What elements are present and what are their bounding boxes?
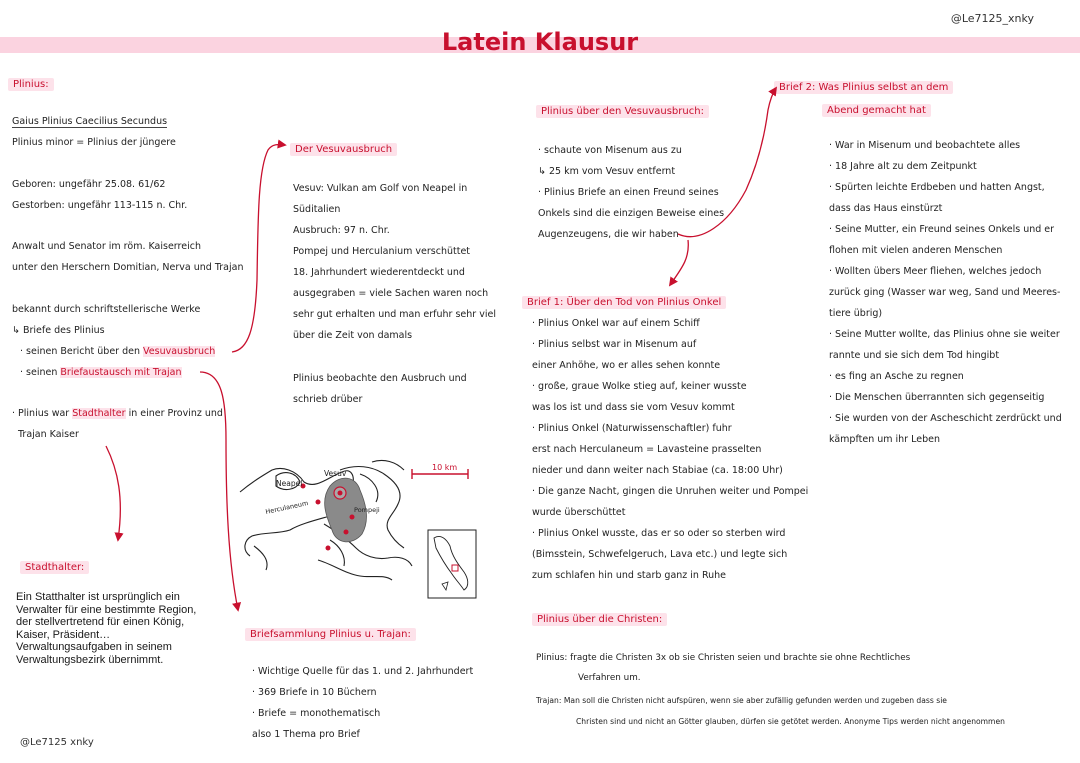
- gov-prefix: · Plinius war: [12, 408, 70, 419]
- ueber-vesuv-line: ↳ 25 km vom Vesuv entfernt: [538, 166, 676, 177]
- vesuv-line: sehr gut erhalten und man erfuhr sehr viel: [293, 309, 496, 320]
- brief2-line: · Wollten übers Meer fliehen, welches jedoch: [829, 266, 1042, 277]
- arrow-to-brief2: [678, 88, 776, 237]
- vesuv-line: 18. Jahrhundert wiederentdeckt und: [293, 267, 465, 278]
- ueber-vesuv-line: Onkels sind die einzigen Beweise eines: [538, 208, 725, 219]
- brief2-heading-2: Abend gemacht hat: [822, 104, 931, 117]
- report-prefix: · seinen Bericht über den: [20, 346, 140, 357]
- watermark-top: @Le7125_xnky: [950, 12, 1034, 25]
- ueber-vesuv-line: Augenzeugens, die wir haben: [538, 229, 679, 240]
- brief1-heading: Brief 1: Über den Tod von Plinius Onkel: [522, 296, 726, 309]
- brief1-line: · Plinius Onkel wusste, das er so oder so sterben wird: [532, 528, 786, 539]
- plinius-job-2: unter den Herschern Domitian, Nerva und Trajan: [12, 262, 244, 273]
- christen-plinius-text: fragte die Christen 3x ob sie Christen seien und brachte sie ohne Rechtliches: [570, 653, 911, 663]
- brief2-line: · Spürten leichte Erdbeben und hatten Angst,: [829, 182, 1045, 193]
- briefsammlung-line: also 1 Thema pro Brief: [252, 729, 360, 740]
- brief1-line: was los ist und dass sie vom Vesuv kommt: [532, 402, 735, 413]
- exchange-prefix: · seinen: [20, 367, 58, 378]
- gov-suffix: in einer Provinz und: [128, 408, 223, 419]
- plinius-job-1: Anwalt und Senator im röm. Kaiserreich: [12, 241, 201, 252]
- brief1-line: (Bimsstein, Schwefelgeruch, Lava etc.) und legte sich: [532, 549, 788, 560]
- brief1-line: · Plinius Onkel war auf einem Schiff: [532, 318, 700, 329]
- vesuv-line: Ausbruch: 97 n. Chr.: [293, 225, 390, 236]
- brief2-line: flohen mit vielen anderen Menschen: [829, 245, 1003, 256]
- brief2-line: · 18 Jahre alt zu dem Zeitpunkt: [829, 161, 977, 172]
- christen-trajan-text-2: Christen sind und nicht an Götter glauben, dürfen sie getötet werden. Anonyme Tips werden nicht angenommen: [576, 717, 1005, 726]
- watermark-bottom: @Le7125 xnky: [20, 737, 94, 748]
- christen-heading: Plinius über die Christen:: [532, 613, 667, 626]
- ueber-vesuv-line: · schaute von Misenum aus zu: [538, 145, 682, 156]
- plinius-died: Gestorben: ungefähr 113-115 n. Chr.: [12, 200, 188, 211]
- ueber-vesuv-line: · Plinius Briefe an einen Freund seines: [538, 187, 719, 198]
- plinius-known-1: bekannt durch schriftstellerische Werke: [12, 304, 201, 315]
- brief2-line: · Sie wurden von der Ascheschicht zerdrückt und: [829, 413, 1062, 424]
- vesuv-line: Plinius beobachte den Ausbruch und: [293, 373, 467, 384]
- christen-trajan-label: Trajan:: [536, 696, 562, 705]
- brief1-line: · Plinius Onkel (Naturwissenschaftler) fuhr: [532, 423, 732, 434]
- page-title: Latein Klausur: [441, 28, 639, 56]
- report-highlight: Vesuvausbruch: [143, 346, 216, 357]
- brief2-line: · Seine Mutter wollte, das Plinius ohne sie weiter: [829, 329, 1060, 340]
- brief1-line: · Die ganze Nacht, gingen die Unruhen weiter und Pompei: [532, 486, 809, 497]
- vesuv-line: Vesuv: Vulkan am Golf von Neapel in: [293, 183, 468, 194]
- scale-label: 10 km: [432, 463, 458, 472]
- vesuv-line: über die Zeit von damals: [293, 330, 413, 341]
- arrow-to-statthalter: [106, 446, 120, 540]
- brief1-line: wurde überschüttet: [532, 507, 626, 518]
- brief2-line: · Seine Mutter, ein Freund seines Onkels und er: [829, 224, 1055, 235]
- map-label-neapel: Neapel: [276, 479, 303, 488]
- arrow-to-vesuv: [232, 145, 285, 352]
- plinius-minor: Plinius minor = Plinius der jüngere: [12, 137, 176, 148]
- vesuv-line: Süditalien: [293, 204, 341, 215]
- brief2-line: zurück ging (Wasser war weg, Sand und Meeres-: [829, 287, 1061, 298]
- brief2-line: · es fing an Asche zu regnen: [829, 371, 964, 382]
- map-label-vesuv: Vesuv: [324, 469, 347, 478]
- brief1-line: nieder und dann weiter nach Stabiae (ca. 18:00 Uhr): [532, 465, 783, 476]
- vesuv-line: schrieb drüber: [293, 394, 363, 405]
- briefsammlung-line: · Briefe = monothematisch: [252, 708, 381, 719]
- briefsammlung-heading: Briefsammlung Plinius u. Trajan:: [245, 628, 416, 641]
- plinius-heading: Plinius:: [8, 78, 54, 91]
- ueber-vesuv-heading: Plinius über den Vesuvausbruch:: [536, 105, 709, 118]
- gov-line-2: Trajan Kaiser: [18, 429, 79, 440]
- statthalter-text: Ein Statthalter ist ursprünglich ein Verwalter für eine bestimmte Region, der stellvertretend für einen König, Kaiser, Präsident… Verwaltungsaufgaben in seinem Verwaltungsbezirk übernimmt.: [16, 591, 197, 666]
- brief2-line: · Die Menschen überrannten sich gegenseitig: [829, 392, 1045, 403]
- gov-highlight: Stadthalter: [72, 408, 126, 419]
- brief2-line: · War in Misenum und beobachtete alles: [829, 140, 1021, 151]
- vesuv-line: ausgegraben = viele Sachen waren noch: [293, 288, 489, 299]
- brief2-line: dass das Haus einstürzt: [829, 203, 943, 214]
- brief2-heading-1: Brief 2: Was Plinius selbst an dem: [774, 81, 953, 94]
- vesuv-line: Pompej und Herculanium verschüttet: [293, 246, 471, 257]
- brief1-line: zum schlafen hin und starb ganz in Ruhe: [532, 570, 727, 581]
- exchange-highlight: Briefaustausch mit Trajan: [60, 367, 182, 378]
- christen-plinius-label: Plinius:: [536, 653, 568, 663]
- plinius-born: Geboren: ungefähr 25.08. 61/62: [12, 179, 166, 190]
- briefsammlung-line: · Wichtige Quelle für das 1. und 2. Jahrhundert: [252, 666, 474, 677]
- map-label-pompeji: Pompeji: [354, 506, 380, 514]
- briefsammlung-line: · 369 Briefe in 10 Büchern: [252, 687, 377, 698]
- arrow-to-brief1: [670, 240, 688, 285]
- christen-trajan-text: Man soll die Christen nicht aufspüren, wenn sie aber zufällig gefunden werden und zugeben dass sie: [563, 696, 947, 705]
- brief2-line: rannte und sie sich dem Tod hingibt: [829, 350, 1000, 361]
- brief2-line: kämpften um ihr Leben: [829, 434, 940, 445]
- plinius-known-2: ↳ Briefe des Plinius: [12, 325, 105, 336]
- brief1-line: einer Anhöhe, wo er alles sehen konnte: [532, 360, 721, 371]
- brief2-line: tiere übrig): [829, 308, 883, 319]
- statthalter-heading: Stadthalter:: [20, 561, 89, 574]
- brief1-line: erst nach Herculaneum = Lavasteine prasselten: [532, 444, 762, 455]
- christen-plinius-text-2: Verfahren um.: [578, 673, 641, 683]
- arrow-to-briefsammlung: [200, 372, 238, 610]
- brief1-line: · große, graue Wolke stieg auf, keiner wusste: [532, 381, 747, 392]
- vesuv-heading: Der Vesuvausbruch: [290, 143, 397, 156]
- brief1-line: · Plinius selbst war in Misenum auf: [532, 339, 697, 350]
- map-label-herculaneum: Herculaneum: [264, 499, 309, 516]
- plinius-name: Gaius Plinius Caecilius Secundus: [12, 116, 168, 127]
